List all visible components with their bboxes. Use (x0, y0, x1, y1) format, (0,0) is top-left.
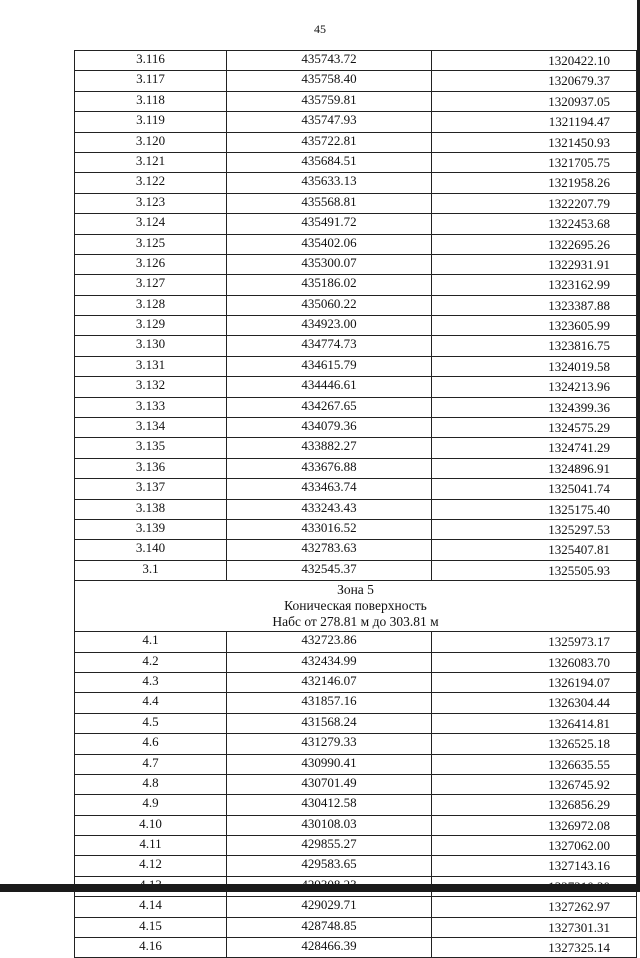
table-row (75, 214, 637, 234)
table-row (75, 693, 637, 713)
y-coordinate-cell: 1327143.16 (432, 856, 637, 876)
table-row (75, 316, 637, 336)
table-row (75, 713, 637, 733)
table-row (75, 560, 637, 580)
x-coordinate-cell: 435568.81 (227, 193, 432, 213)
table-row (75, 836, 637, 856)
point-number-cell: 3.135 (75, 438, 227, 458)
y-coordinate-cell: 1324741.29 (432, 438, 637, 458)
point-number-cell: 3.126 (75, 254, 227, 274)
y-coordinate-cell: 1327262.97 (432, 897, 637, 917)
y-coordinate-cell: 1326083.70 (432, 652, 637, 672)
x-coordinate-cell: 428748.85 (227, 917, 432, 937)
x-coordinate-cell: 432146.07 (227, 672, 432, 692)
zone5-rows (75, 632, 637, 958)
point-number-cell: 3.127 (75, 275, 227, 295)
x-coordinate-cell: 435186.02 (227, 275, 432, 295)
table-row (75, 754, 637, 774)
table-row (75, 652, 637, 672)
y-coordinate-cell: 1327325.14 (432, 938, 637, 958)
point-number-cell: 4.9 (75, 795, 227, 815)
point-number-cell: 3.139 (75, 519, 227, 539)
table-row (75, 897, 637, 917)
y-coordinate-cell: 1320679.37 (432, 71, 637, 91)
scan-edge-bottom (0, 884, 640, 892)
point-number-cell: 3.130 (75, 336, 227, 356)
y-coordinate-cell: 1326194.07 (432, 672, 637, 692)
table-row (75, 377, 637, 397)
y-coordinate-cell: 1326972.08 (432, 815, 637, 835)
point-number-cell: 3.118 (75, 91, 227, 111)
coordinates-table (74, 50, 637, 958)
table-row (75, 734, 637, 754)
x-coordinate-cell: 435747.93 (227, 112, 432, 132)
table-row (75, 632, 637, 652)
point-number-cell: 3.136 (75, 458, 227, 478)
point-number-cell: 4.4 (75, 693, 227, 713)
table-row (75, 917, 637, 937)
point-number-cell: 3.128 (75, 295, 227, 315)
point-number-cell: 3.117 (75, 71, 227, 91)
table-row (75, 336, 637, 356)
x-coordinate-cell: 435491.72 (227, 214, 432, 234)
point-number-cell: 3.120 (75, 132, 227, 152)
table-row (75, 112, 637, 132)
point-number-cell: 3.140 (75, 540, 227, 560)
table-row (75, 479, 637, 499)
table-row (75, 91, 637, 111)
table-row (75, 254, 637, 274)
x-coordinate-cell: 434774.73 (227, 336, 432, 356)
y-coordinate-cell: 1327062.00 (432, 836, 637, 856)
point-number-cell: 3.121 (75, 152, 227, 172)
point-number-cell: 3.131 (75, 356, 227, 376)
y-coordinate-cell: 1321958.26 (432, 173, 637, 193)
x-coordinate-cell: 435684.51 (227, 152, 432, 172)
zone5-header-section (75, 581, 637, 632)
y-coordinate-cell: 1326745.92 (432, 774, 637, 794)
point-number-cell: 3.134 (75, 418, 227, 438)
x-coordinate-cell: 432723.86 (227, 632, 432, 652)
y-coordinate-cell: 1320937.05 (432, 91, 637, 111)
x-coordinate-cell: 434615.79 (227, 356, 432, 376)
zone3-rows (75, 51, 637, 581)
table-row (75, 499, 637, 519)
x-coordinate-cell: 430990.41 (227, 754, 432, 774)
y-coordinate-cell: 1325407.81 (432, 540, 637, 560)
y-coordinate-cell: 1324575.29 (432, 418, 637, 438)
x-coordinate-cell: 434267.65 (227, 397, 432, 417)
table-row (75, 672, 637, 692)
x-coordinate-cell: 434923.00 (227, 316, 432, 336)
x-coordinate-cell: 433676.88 (227, 458, 432, 478)
table-row (75, 438, 637, 458)
point-number-cell: 3.116 (75, 51, 227, 71)
y-coordinate-cell: 1324213.96 (432, 377, 637, 397)
y-coordinate-cell: 1321450.93 (432, 132, 637, 152)
zone5-height-range: Набс от 278.81 м до 303.81 м (272, 614, 439, 630)
y-coordinate-cell: 1325973.17 (432, 632, 637, 652)
x-coordinate-cell: 430412.58 (227, 795, 432, 815)
point-number-cell: 3.125 (75, 234, 227, 254)
y-coordinate-cell: 1326635.55 (432, 754, 637, 774)
table-row (75, 71, 637, 91)
table-row (75, 458, 637, 478)
x-coordinate-cell: 435743.72 (227, 51, 432, 71)
y-coordinate-cell: 1325297.53 (432, 519, 637, 539)
point-number-cell: 3.129 (75, 316, 227, 336)
x-coordinate-cell: 435759.81 (227, 91, 432, 111)
point-number-cell: 4.11 (75, 836, 227, 856)
x-coordinate-cell: 430108.03 (227, 815, 432, 835)
x-coordinate-cell: 435060.22 (227, 295, 432, 315)
x-coordinate-cell: 433016.52 (227, 519, 432, 539)
x-coordinate-cell: 435633.13 (227, 173, 432, 193)
point-number-cell: 3.124 (75, 214, 227, 234)
y-coordinate-cell: 1323387.88 (432, 295, 637, 315)
y-coordinate-cell: 1322931.91 (432, 254, 637, 274)
x-coordinate-cell: 432545.37 (227, 560, 432, 580)
table-row (75, 152, 637, 172)
point-number-cell: 4.10 (75, 815, 227, 835)
zone5-title: Зона 5 (337, 582, 374, 598)
point-number-cell: 4.3 (75, 672, 227, 692)
y-coordinate-cell: 1323605.99 (432, 316, 637, 336)
x-coordinate-cell: 435300.07 (227, 254, 432, 274)
y-coordinate-cell: 1323816.75 (432, 336, 637, 356)
page-number: 45 (314, 22, 326, 36)
x-coordinate-cell: 433463.74 (227, 479, 432, 499)
y-coordinate-cell: 1324019.58 (432, 356, 637, 376)
zone5-header-row (75, 581, 637, 632)
x-coordinate-cell: 428466.39 (227, 938, 432, 958)
x-coordinate-cell: 429029.71 (227, 897, 432, 917)
x-coordinate-cell: 431568.24 (227, 713, 432, 733)
y-coordinate-cell: 1322695.26 (432, 234, 637, 254)
x-coordinate-cell: 431279.33 (227, 734, 432, 754)
table-row (75, 519, 637, 539)
x-coordinate-cell: 433243.43 (227, 499, 432, 519)
table-row (75, 275, 637, 295)
x-coordinate-cell: 434446.61 (227, 377, 432, 397)
y-coordinate-cell: 1321705.75 (432, 152, 637, 172)
y-coordinate-cell: 1326856.29 (432, 795, 637, 815)
table-row (75, 418, 637, 438)
point-number-cell: 3.138 (75, 499, 227, 519)
point-number-cell: 4.14 (75, 897, 227, 917)
y-coordinate-cell: 1326525.18 (432, 734, 637, 754)
x-coordinate-cell: 430701.49 (227, 774, 432, 794)
x-coordinate-cell: 435722.81 (227, 132, 432, 152)
table-row (75, 540, 637, 560)
y-coordinate-cell: 1324896.91 (432, 458, 637, 478)
point-number-cell: 3.1 (75, 560, 227, 580)
x-coordinate-cell: 429583.65 (227, 856, 432, 876)
x-coordinate-cell: 434079.36 (227, 418, 432, 438)
zone5-header-cell (75, 581, 637, 632)
point-number-cell: 3.119 (75, 112, 227, 132)
y-coordinate-cell: 1322453.68 (432, 214, 637, 234)
point-number-cell: 3.123 (75, 193, 227, 213)
point-number-cell: 4.6 (75, 734, 227, 754)
y-coordinate-cell: 1325505.93 (432, 560, 637, 580)
table-row (75, 795, 637, 815)
point-number-cell: 4.16 (75, 938, 227, 958)
y-coordinate-cell: 1325041.74 (432, 479, 637, 499)
table-row (75, 774, 637, 794)
y-coordinate-cell: 1326414.81 (432, 713, 637, 733)
point-number-cell: 4.7 (75, 754, 227, 774)
x-coordinate-cell: 429855.27 (227, 836, 432, 856)
table-row (75, 234, 637, 254)
y-coordinate-cell: 1321194.47 (432, 112, 637, 132)
point-number-cell: 4.8 (75, 774, 227, 794)
table-row (75, 397, 637, 417)
point-number-cell: 4.1 (75, 632, 227, 652)
y-coordinate-cell: 1326304.44 (432, 693, 637, 713)
y-coordinate-cell: 1320422.10 (432, 51, 637, 71)
point-number-cell: 3.132 (75, 377, 227, 397)
point-number-cell: 4.5 (75, 713, 227, 733)
x-coordinate-cell: 435402.06 (227, 234, 432, 254)
y-coordinate-cell: 1323162.99 (432, 275, 637, 295)
table-row (75, 295, 637, 315)
point-number-cell: 3.133 (75, 397, 227, 417)
y-coordinate-cell: 1327301.31 (432, 917, 637, 937)
table-row (75, 51, 637, 71)
y-coordinate-cell: 1324399.36 (432, 397, 637, 417)
table-row (75, 173, 637, 193)
y-coordinate-cell: 1322207.79 (432, 193, 637, 213)
x-coordinate-cell: 432783.63 (227, 540, 432, 560)
y-coordinate-cell: 1325175.40 (432, 499, 637, 519)
zone5-surface-type: Коническая поверхность (284, 598, 427, 614)
point-number-cell: 3.122 (75, 173, 227, 193)
point-number-cell: 3.137 (75, 479, 227, 499)
table-row (75, 356, 637, 376)
x-coordinate-cell: 432434.99 (227, 652, 432, 672)
point-number-cell: 4.2 (75, 652, 227, 672)
table-row (75, 815, 637, 835)
x-coordinate-cell: 431857.16 (227, 693, 432, 713)
point-number-cell: 4.15 (75, 917, 227, 937)
table-row (75, 132, 637, 152)
table-row (75, 856, 637, 876)
table-row (75, 193, 637, 213)
point-number-cell: 4.12 (75, 856, 227, 876)
x-coordinate-cell: 435758.40 (227, 71, 432, 91)
x-coordinate-cell: 433882.27 (227, 438, 432, 458)
table-row (75, 938, 637, 958)
